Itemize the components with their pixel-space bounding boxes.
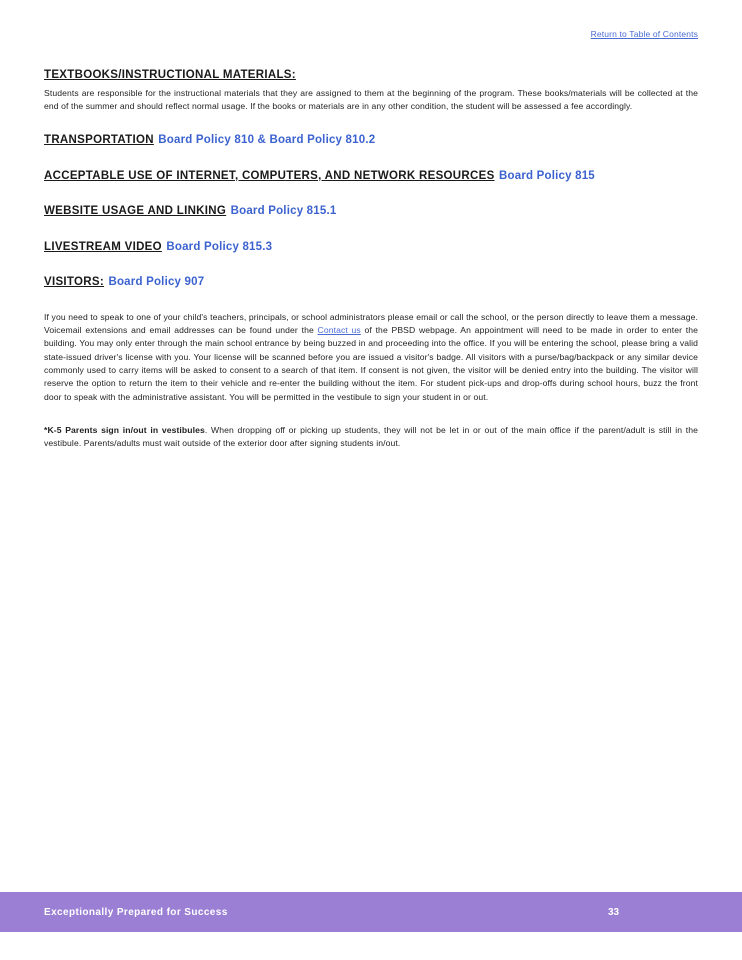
page-content (44, 0, 698, 451)
board-policy-link-acceptable-use[interactable]: Board Policy 815 (499, 169, 595, 182)
section-visitors (44, 272, 698, 291)
contact-us-link[interactable]: Contact us (317, 325, 361, 336)
section-website-usage (44, 201, 698, 220)
section-heading-livestream-video: LIVESTREAM VIDEO (44, 240, 162, 253)
page-footer (0, 892, 742, 932)
section-transportation (44, 130, 698, 149)
section-heading-textbooks: TEXTBOOKS/INSTRUCTIONAL MATERIALS: (44, 69, 296, 81)
footer-tagline: Exceptionally Prepared for Success (44, 906, 228, 918)
parents-note-rest: . When dropping off or picking up students, they will not be let in or out of the main office if the parent/adult is still in the vestibule. Parents/adults must wait outside of the exterior door after signing students in/out. (44, 424, 698, 449)
toc-link-row (44, 0, 698, 60)
section-heading-transportation: TRANSPORTATION (44, 134, 154, 147)
section-heading-visitors: VISITORS: (44, 276, 104, 289)
board-policy-link-livestream-video[interactable]: Board Policy 815.3 (166, 240, 273, 253)
footer-page-number: 33 (608, 906, 620, 918)
section-acceptable-use (44, 166, 698, 185)
section-body-textbooks: Students are responsible for the instructional materials that they are assigned to them at the beginning of the program. These books/materials will be collected at the end of the summer and should reflect normal usage. If the books or materials are in any other condition, the student will be assessed a fee accordingly. (44, 87, 698, 111)
visitors-paragraph (44, 311, 698, 404)
section-heading-website-usage: WEBSITE USAGE AND LINKING (44, 205, 227, 218)
board-policy-link-website-usage[interactable]: Board Policy 815.1 (230, 205, 337, 218)
section-heading-acceptable-use: ACCEPTABLE USE OF INTERNET, COMPUTERS, AND NETWORK RESOURCES (44, 169, 495, 182)
visitors-paragraph-part2: of the PBSD webpage. An appointment will need to be made in order to enter the building. You may only enter through the main school entrance by being buzzed in and proceeding into the office. If you will be entering the school, please bring a valid state-issued driver's license with you. Your license will be scanned before you are issued a visitor's badge. All visitors with a purse/bag/backpack or any similar device commonly used to carry items will be asked to consent to a search of that item. If consent is not given, the visitor will be denied entry into the building. The visitor will reserve the option to return the item to their vehicle and re-enter the building without the item. For student pick-ups and drop-offs during school hours, buzz the front door to speak with the administrative assistant. You will be permitted in the vestibule to sign your student in or out. (44, 325, 698, 402)
visitors-paragraph-part1: If you need to speak to one of your child's teachers, principals, or school administrators please email or call the school, or the person directly to leave them a message. Voicemail extensions and email addresses can be found under the (44, 311, 698, 336)
parents-sign-in-note (44, 424, 698, 451)
parents-note-bold: *K-5 Parents sign in/out in vestibules (44, 424, 205, 435)
board-policy-link-transportation[interactable]: Board Policy 810 & Board Policy 810.2 (158, 134, 376, 147)
section-textbooks (44, 68, 698, 113)
board-policy-link-visitors[interactable]: Board Policy 907 (108, 276, 205, 289)
return-to-table-of-contents-link[interactable]: Return to Table of Contents (590, 29, 698, 39)
section-livestream-video (44, 237, 698, 256)
